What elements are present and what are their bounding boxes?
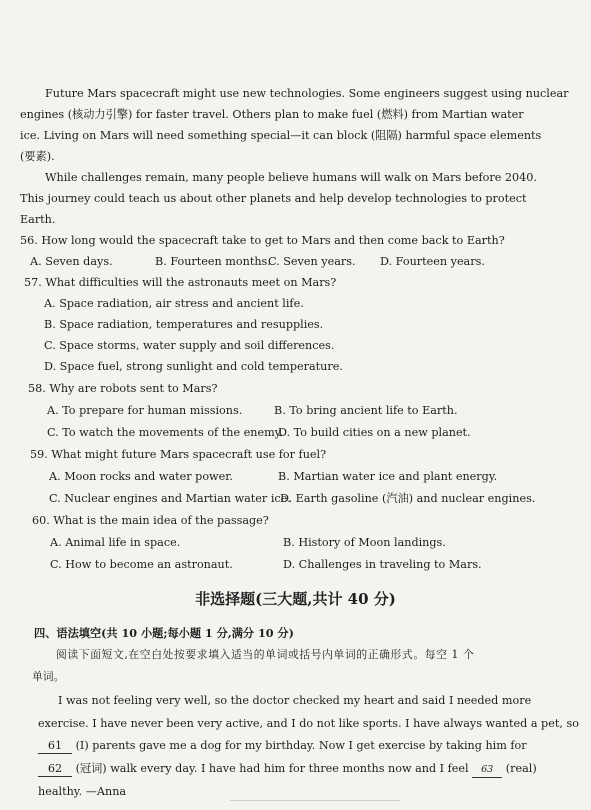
answer-option[interactable]: C. Seven years. <box>268 255 356 268</box>
question-stem: 58. Why are robots sent to Mars? <box>28 382 218 395</box>
grammar-text-line <box>38 739 527 754</box>
answer-option[interactable]: D. Fourteen years. <box>380 255 485 268</box>
section-title: 非选择题(三大题,共计 40 分) <box>195 590 396 608</box>
question-stem: 59. What might future Mars spacecraft use for fuel? <box>30 448 327 461</box>
answer-option[interactable]: A. Animal life in space. <box>50 536 181 549</box>
answer-option[interactable]: A. To prepare for human missions. <box>47 404 243 417</box>
passage-line: This journey could teach us about other planets and help develop technologies to protect <box>20 192 527 205</box>
answer-option[interactable]: D. To build cities on a new planet. <box>278 426 471 439</box>
answer-option[interactable]: D. Space fuel, strong sunlight and cold temperature. <box>44 360 343 373</box>
grammar-instruction: 阅读下面短文,在空白处按要求填入适当的单词或括号内单词的正确形式。每空 1 个 <box>56 648 475 661</box>
passage-line: (要素). <box>20 150 55 163</box>
grammar-instruction: 单词。 <box>32 670 65 683</box>
passage-line: Earth. <box>20 213 56 226</box>
answer-option[interactable]: D. Earth gasoline (汽油) and nuclear engines. <box>280 492 536 505</box>
passage-line: engines (核动力引擎) for faster travel. Others plan to make fuel (燃料) from Martian water <box>20 108 524 121</box>
grammar-text: (冠词) walk every day. I have had him for three months now and I feel <box>75 762 469 775</box>
grammar-heading: 四、语法填空(共 10 小题;每小题 1 分,满分 10 分) <box>34 626 294 640</box>
answer-option[interactable]: D. Challenges in traveling to Mars. <box>283 558 482 571</box>
answer-option[interactable]: C. Space storms, water supply and soil differences. <box>44 339 335 352</box>
passage-line: Future Mars spacecraft might use new technologies. Some engineers suggest using nuclear <box>45 87 569 100</box>
grammar-text-line: I was not feeling very well, so the doctor checked my heart and said I needed more <box>58 694 532 707</box>
question-stem: 56. How long would the spacecraft take to get to Mars and then come back to Earth? <box>20 234 505 247</box>
answer-option[interactable]: B. History of Moon landings. <box>283 536 446 549</box>
question-stem: 60. What is the main idea of the passage? <box>32 514 269 527</box>
grammar-text-line <box>38 762 537 778</box>
answer-option[interactable]: A. Space radiation, air stress and ancient life. <box>44 297 304 310</box>
grammar-text: (real) <box>505 762 537 775</box>
answer-option[interactable]: A. Seven days. <box>30 255 113 268</box>
answer-option[interactable]: C. How to become an astronaut. <box>50 558 233 571</box>
answer-option[interactable]: C. To watch the movements of the enemy. <box>47 426 284 439</box>
answer-option[interactable]: B. Martian water ice and plant energy. <box>278 470 498 483</box>
answer-option[interactable]: A. Moon rocks and water power. <box>49 470 233 483</box>
question-stem: 57. What difficulties will the astronauts meet on Mars? <box>24 276 337 289</box>
passage-line: While challenges remain, many people believe humans will walk on Mars before 2040. <box>45 171 537 184</box>
blank-63[interactable]: 63 <box>472 763 502 778</box>
page-footer-divider <box>230 800 400 807</box>
answer-option[interactable]: B. Space radiation, temperatures and resupplies. <box>44 318 324 331</box>
grammar-text-line: healthy. —Anna <box>38 785 127 798</box>
passage-line: ice. Living on Mars will need something special—it can block (阻隔) harmful space elements <box>20 129 542 142</box>
blank-62[interactable]: 62 <box>38 762 72 777</box>
answer-option[interactable]: C. Nuclear engines and Martian water ice. <box>49 492 291 505</box>
answer-option[interactable]: B. Fourteen months. <box>155 255 271 268</box>
grammar-text: (I) parents gave me a dog for my birthday. Now I get exercise by taking him for <box>75 739 527 752</box>
grammar-text-line: exercise. I have never been very active, and I do not like sports. I have always wanted a pet, so <box>38 717 579 730</box>
answer-option[interactable]: B. To bring ancient life to Earth. <box>274 404 458 417</box>
blank-61[interactable]: 61 <box>38 739 72 754</box>
